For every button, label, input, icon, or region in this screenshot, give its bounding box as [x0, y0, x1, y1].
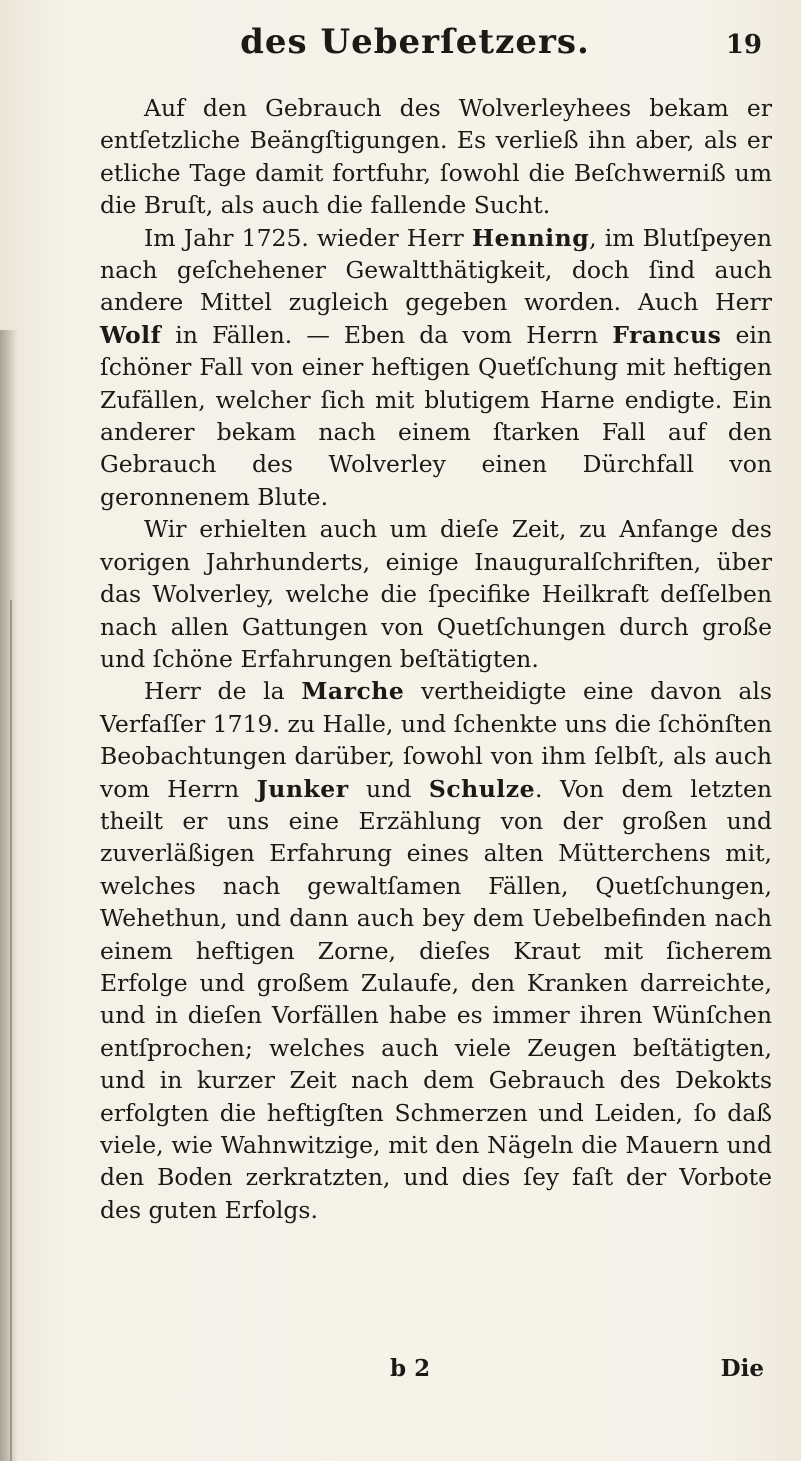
running-head: des Ueberſetzers. [240, 22, 590, 62]
text-run: Im Jahr 1725. wieder Herr [144, 223, 472, 252]
paragraph [100, 92, 772, 222]
page-footer [100, 1355, 772, 1387]
text-run: . Von dem letzten theilt er uns eine Erzählung von der großen und zuverläßigen Erfahrung eines alten Mütterchens mit, welches nach gewaltſamen Fällen, Quetſchungen, Wehethun, und dann auch bey dem Uebelbefinden nach einem heftigen Zorne, dieſes Kraut mit ſicherem Erfolge und großem Zulaufe, den Kranken darreichte, und in dieſen Vorfällen habe es immer ihren Wünſchen entſprochen; welches auch viele Zeugen beſtätigten, und in kurzer Zeit nach dem Gebrauch des Dekokts erfolgten die heftigſten Schmerzen und Leiden, ſo daß viele, wie Wahnwitzige, mit den Nägeln die Mauern und den Boden zerkratzten, und dies ſey faſt der Vorbote des guten Erfolgs. [100, 774, 772, 1224]
text-run: , im Blutſpeyen nach geſchehener Gewaltthätigkeit, doch ſind auch andere Mittel zugleich gegeben worden. Auch Herr [100, 223, 772, 317]
person-name: Francus [612, 320, 722, 349]
person-name: Henning [471, 223, 590, 252]
body-text [100, 92, 772, 1226]
binding-edge [10, 600, 12, 1461]
paragraph [100, 222, 772, 514]
signature-mark: b 2 [390, 1355, 431, 1382]
person-name: Junker [256, 774, 349, 803]
text-run: vertheidigte eine davon als Verfaſſer 1719. zu Halle, und ſchenkte uns die ſchönſten Beobachtungen darüber, ſowohl von ihm ſelbſt, als auch vom Herrn [100, 677, 772, 803]
page-header [60, 22, 770, 82]
text-run: Wir erhielten auch um dieſe Zeit, zu Anfange des vorigen Jahrhunderts, einige Inauguralſchriften, über das Wolverley, welche die ſpecifike Heilkraft deſſelben nach allen Gattungen von Quetſchungen durch große und ſchöne Erfahrungen beſtätigten. [100, 515, 772, 673]
text-run: Herr de la [144, 677, 302, 706]
text-run: Auf den Gebrauch des Wolverleyhees bekam er entſetzliche Beängſtigungen. Es verließ ihn aber, als er etliche Tage damit fortfuhr, ſowohl die Beſchwerniß um die Bruſt, als auch die fallende Sucht. [100, 94, 772, 220]
paragraph [100, 513, 772, 675]
text-run: ein ſchöner Fall von einer heftigen Queťſchung mit heftigen Zufällen, welcher ſich mit blutigem Harne endigte. Ein anderer bekam nach einem ſtarken Fall auf den Gebrauch des Wolverley einen Dürchfall von geronnenem Blute. [100, 320, 772, 511]
catchword: Die [720, 1355, 764, 1382]
paragraph [100, 675, 772, 1226]
person-name: Schulze [428, 774, 536, 803]
text-run: und [348, 774, 429, 803]
person-name: Wolf [100, 320, 162, 349]
text-run: in Fällen. — Eben da vom Herrn [161, 320, 613, 349]
page-number: 19 [725, 30, 762, 60]
person-name: Marche [301, 677, 405, 706]
binding-shadow [0, 330, 18, 1461]
